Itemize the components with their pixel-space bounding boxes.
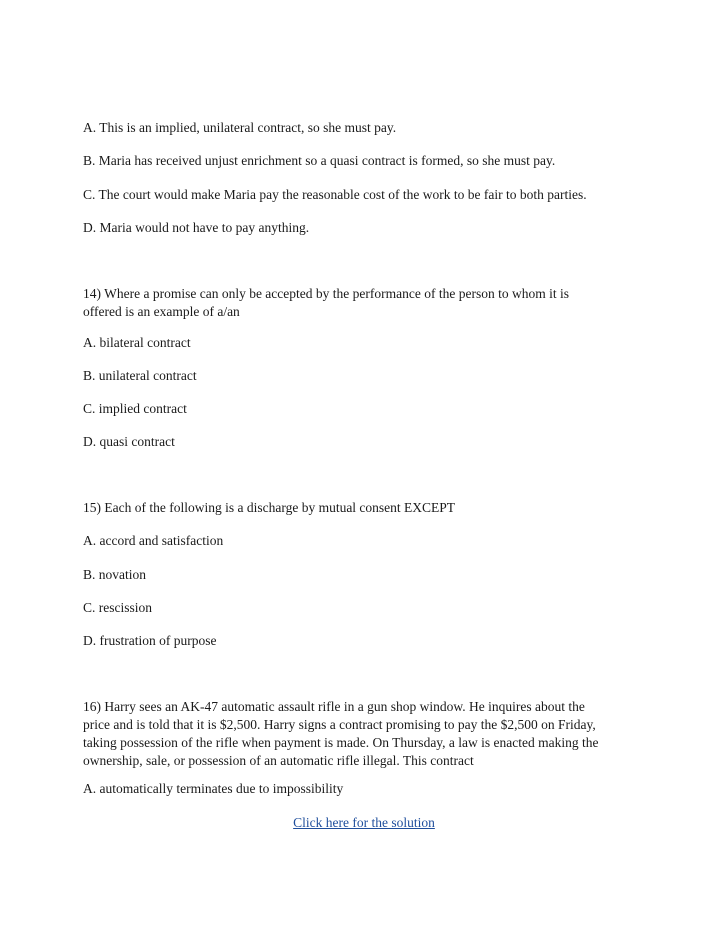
- q13-option-a: A. This is an implied, unilateral contract, so she must pay.: [83, 120, 397, 135]
- q14-option-c: C. implied contract: [83, 401, 187, 416]
- q13-option-c: C. The court would make Maria pay the reasonable cost of the work to be fair to both parties.: [83, 187, 587, 202]
- q16-question-line: ownership, sale, or possession of an automatic rifle illegal. This contract: [83, 753, 474, 768]
- q15-option-b: B. novation: [83, 567, 146, 582]
- q16-question-line: 16) Harry sees an AK-47 automatic assault rifle in a gun shop window. He inquires about the: [83, 699, 585, 714]
- q14-question: [83, 285, 658, 321]
- q15-question: 15) Each of the following is a discharge by mutual consent EXCEPT: [83, 500, 456, 515]
- q14-question-line: offered is an example of a/an: [83, 304, 240, 319]
- solution-link[interactable]: Click here for the solution: [293, 815, 435, 830]
- solution-link-container: [0, 814, 728, 832]
- q15-option-a: A. accord and satisfaction: [83, 533, 224, 548]
- q16-question: [83, 698, 658, 770]
- q14-option-b: B. unilateral contract: [83, 368, 197, 383]
- q16-question-line: taking possession of the rifle when payment is made. On Thursday, a law is enacted making the: [83, 735, 599, 750]
- q13-option-d: D. Maria would not have to pay anything.: [83, 220, 310, 235]
- q15-option-c: C. rescission: [83, 600, 152, 615]
- q16-option-a: A. automatically terminates due to impossibility: [83, 781, 344, 796]
- q14-option-a: A. bilateral contract: [83, 335, 191, 350]
- q14-option-d: D. quasi contract: [83, 434, 175, 449]
- q14-question-line: 14) Where a promise can only be accepted by the performance of the person to whom it is: [83, 286, 569, 301]
- q15-option-d: D. frustration of purpose: [83, 633, 217, 648]
- q13-option-b: B. Maria has received unjust enrichment so a quasi contract is formed, so she must pay.: [83, 153, 556, 168]
- q16-question-line: price and is told that it is $2,500. Harry signs a contract promising to pay the $2,500 on Friday,: [83, 717, 596, 732]
